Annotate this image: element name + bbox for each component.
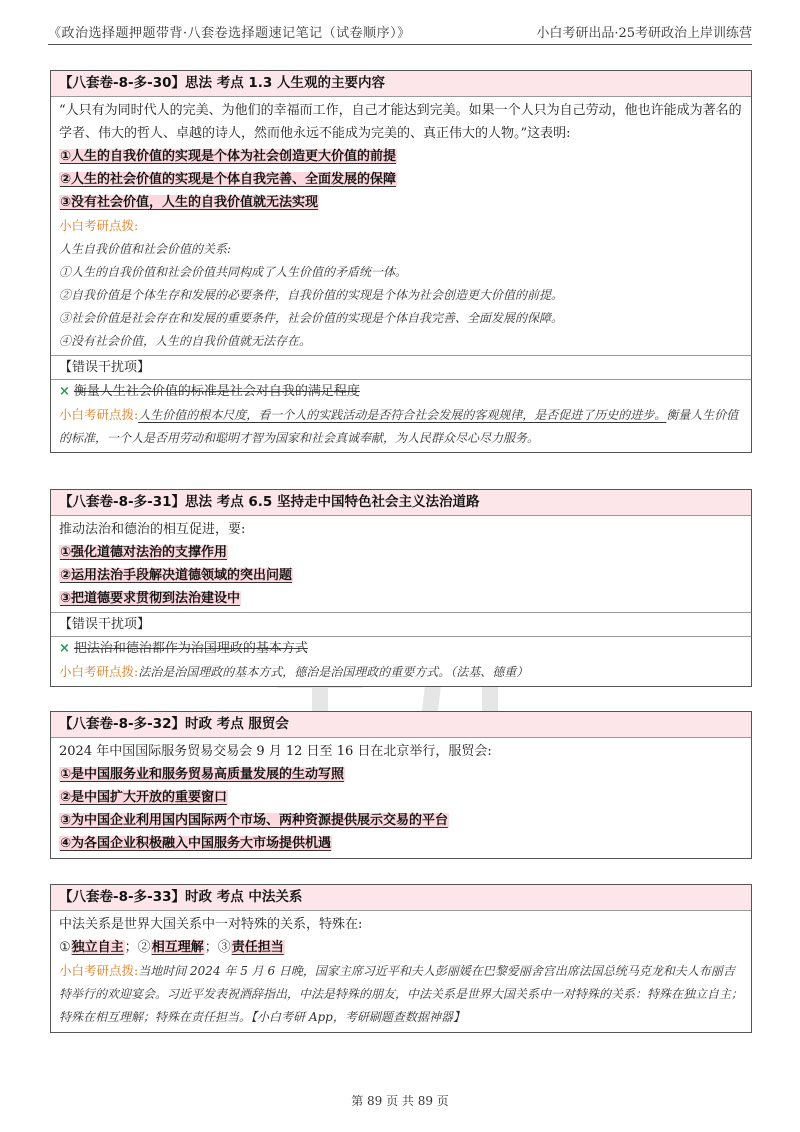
answer-option-3: ③把道德要求贯彻到法治建设中 <box>60 591 241 606</box>
error-options-heading: 【错误干扰项】 <box>51 356 751 379</box>
answer-index: ；③ <box>204 940 231 955</box>
tip-label: 小白考研点拨: <box>59 218 139 233</box>
answer-option-2: ②人生的社会价值的实现是个体自我完善、全面发展的保障 <box>60 172 397 187</box>
header-book-title: 《政治选择题押题带背·八套卷选择题速记笔记（试卷顺序）》 <box>48 26 411 41</box>
error-options-heading: 【错误干扰项】 <box>51 613 751 636</box>
question-title: 【八套卷-8-多-31】思法 考点 6.5 坚持走中国特色社会主义法治道路 <box>51 490 751 516</box>
note-line: ②自我价值是个体生存和发展的必要条件，自我价值的实现是个体为社会创造更大价值的前提。 <box>59 288 564 302</box>
question-title: 【八套卷-8-多-33】时政 考点 中法关系 <box>51 885 751 911</box>
wrong-option: 把法治和德治都作为治国理政的基本方式 <box>73 641 308 656</box>
question-stem: 2024 年中国国际服务贸易交易会 9 月 12 日至 16 日在北京举行，服贸会: <box>59 744 492 759</box>
answer-index: ① <box>59 940 71 955</box>
tip-note: 人生价值的根本尺度，看一个人的实践活动是否符合社会发展的客观规律，是否促进了历史的进步。 <box>138 408 667 422</box>
question-stem: 推动法治和德治的相互促进，要: <box>59 522 246 537</box>
tip-label: 小白考研点拨: <box>59 664 139 679</box>
tip-label: 小白考研点拨: <box>59 407 139 422</box>
answer-option-1: 独立自主 <box>71 940 124 955</box>
note-line: ①人生的自我价值和社会价值共同构成了人生价值的矛盾统一体。 <box>59 265 408 279</box>
answer-option-4: ④为各国企业积极融入中国服务大市场提供机遇 <box>60 836 332 851</box>
cross-icon: × <box>59 641 70 656</box>
note-line: ③社会价值是社会存在和发展的重要条件，社会价值的实现是个体自我完善、全面发展的保障。 <box>59 311 564 325</box>
tip-note: 法治是治国理政的基本方式，德治是治国理政的重要方式。（法基、德重） <box>138 665 529 679</box>
question-title: 【八套卷-8-多-30】思法 考点 1.3 人生观的主要内容 <box>51 71 751 97</box>
tip-label: 小白考研点拨: <box>59 963 139 978</box>
tip-note: 当地时间 2024 年 5 月 6 日晚，国家主席习近平和夫人彭丽媛在巴黎爱丽舍宫出席法国总统马克龙和夫人布丽吉特举行的欢迎宴会。习近平发表祝酒辞指出，中法是特殊的朋友，中法关系是世界大国关系中一对特殊的关系：特殊在独立自主；特殊在相互理解；特殊在责任担当。【小白考研 App，考研刷题查数据神器】 <box>59 964 744 1024</box>
header-publisher: 小白考研出品·25考研政治上岸训练营 <box>536 26 752 41</box>
answer-option-3: 责任担当 <box>231 940 284 955</box>
answer-option-1: ①是中国服务业和服务贸易高质量发展的生动写照 <box>60 767 345 782</box>
answer-option-3: ③没有社会价值，人生的自我价值就无法实现 <box>60 195 319 210</box>
note-line: ④没有社会价值，人生的自我价值就无法存在。 <box>59 334 312 348</box>
cross-icon: × <box>59 384 70 399</box>
page-footer: 第 89 页 共 89 页 <box>351 1094 449 1108</box>
question-title: 【八套卷-8-多-32】时政 考点 服贸会 <box>51 712 751 738</box>
question-card-32 <box>50 711 752 859</box>
wrong-option: 衡量人生社会价值的标准是社会对自我的满足程度 <box>73 384 360 399</box>
question-stem: “人只有为同时代人的完美、为他们的幸福而工作，自己才能达到完美。如果一个人只为自己劳动，他也许能成为著名的学者、伟大的哲人、卓越的诗人，然而他永远不能成为完美的、真正伟大的人物。”这表明: <box>59 103 742 141</box>
question-stem: 中法关系是世界大国关系中一对特殊的关系，特殊在: <box>59 917 363 932</box>
answer-option-2: ②是中国扩大开放的重要窗口 <box>60 790 228 805</box>
question-card-30 <box>50 70 752 453</box>
answer-option-1: ①强化道德对法治的支撑作用 <box>60 545 228 560</box>
note-line: 人生自我价值和社会价值的关系: <box>59 242 232 256</box>
answer-option-3: ③为中国企业利用国内国际两个市场、两种资源提供展示交易的平台 <box>60 813 449 828</box>
answer-option-2: 相互理解 <box>151 940 204 955</box>
tip-note: 衡量人生价值的标准，一个人是否用劳动和聪明才智为国家和社会真诚奉献，为人民群众尽心尽力服务。 <box>59 408 739 445</box>
question-card-31 <box>50 489 752 687</box>
answer-index: ；② <box>124 940 151 955</box>
answer-option-1: ①人生的自我价值的实现是个体为社会创造更大价值的前提 <box>60 149 397 164</box>
question-card-33 <box>50 884 752 1033</box>
answer-option-2: ②运用法治手段解决道德领域的突出问题 <box>60 568 293 583</box>
page-header <box>48 20 752 45</box>
